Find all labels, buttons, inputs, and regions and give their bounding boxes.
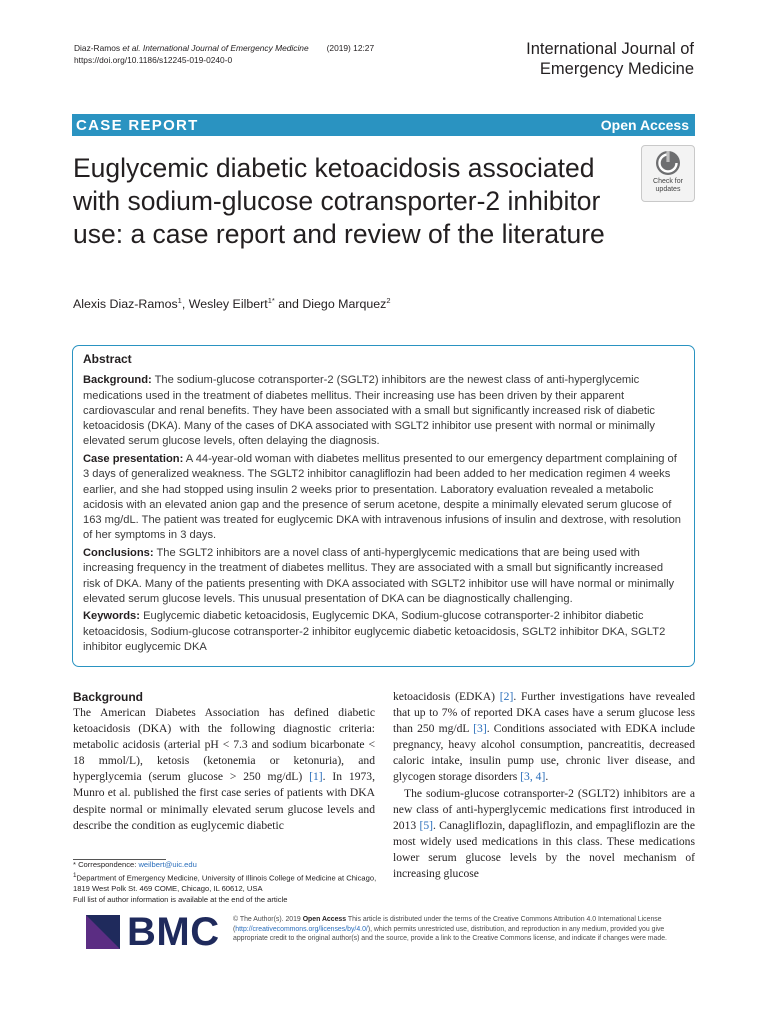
citation (74, 42, 309, 54)
license-text: This article is distributed under the terms of the Creative Commons Attribution 4.0 International License ( (233, 916, 662, 933)
header-authors: Diaz-Ramos (74, 43, 123, 53)
check-for-updates-badge[interactable] (641, 145, 695, 202)
body-text: . Canagliflozin, dapagliflozin, and empagliflozin are the most widely used medications in this class. These medications lower serum glucose levels by the novel mechanism of increasing glucose (393, 818, 695, 881)
license-text: © The Author(s). 2019 (233, 916, 303, 923)
citation-link[interactable]: [2] (499, 690, 514, 703)
doi-link[interactable]: https://doi.org/10.1186/s12245-019-0240-0 (74, 55, 233, 65)
abstract-box (72, 345, 695, 667)
abstract-background (83, 373, 683, 449)
body-column-left (73, 689, 375, 834)
section-heading-background: Background (73, 690, 144, 704)
body-paragraph (393, 689, 695, 786)
author-list (73, 297, 391, 311)
bmc-logo-icon (86, 915, 120, 949)
full-author-info-note: Full list of author information is available at the end of the article (73, 894, 288, 904)
affiliation-text: Department of Emergency Medicine, University of Illinois College of Medicine at Chicago, 1819 West Polk St. 469 COME, Chicago, IL 60612, USA (73, 873, 377, 893)
author-name[interactable]: Wesley Eilbert (188, 297, 268, 311)
open-access-label: Open Access (600, 117, 689, 133)
author-name[interactable]: Alexis Diaz-Ramos (73, 297, 178, 311)
author-separator: , (181, 297, 189, 311)
abstract-text: The sodium-glucose cotransporter-2 (SGLT2) inhibitors are the newest class of anti-hyperglycemic medications used in the treatment of diabetes mellitus. Their increasing use has been driven by their apparent cardiovascular and renal benefits. They have been associated with a small but significantly increased risk of diabetic ketoacidosis (DKA). Many of the cases of DKA associated with SGLT2 inhibitor use present with normal or minimally elevated serum glucose levels, often delaying the diagnosis. (83, 374, 655, 448)
license-link[interactable]: http://creativecommons.org/licenses/by/4.0/ (235, 925, 368, 933)
body-paragraph (393, 786, 695, 883)
abstract-text: The SGLT2 inhibitors are a novel class of anti-hyperglycemic medications that are being used with increasing frequency in the treatment of diabetes mellitus. They are associated with a small but significantly increased risk of DKA. Many of the patients presenting with DKA associated with SGLT2 inhibitor use will have normal or minimally elevated serum glucose levels. This unusual presentation of DKA can be diagnostically challenging. (83, 546, 675, 605)
abstract-keywords (83, 609, 683, 655)
abstract-label: Keywords: (83, 610, 140, 623)
updates-label-line2: updates (655, 186, 681, 193)
abstract-text: A 44-year-old woman with diabetes mellitus presented to our emergency department complaining of 3 days of generalized weakness. The SGLT2 inhibitor canagliflozin had been added to her medication regimen 4 weeks earlier, and she had stopped using insulin 2 weeks prior to presentation. Laboratory evaluation revealed a metabolic acidosis with an elevated anion gap and the presence of serum acetone, despite a minimally elevated serum glucose of 163 mg/dL. The patient was treated for euglycemic DKA with intravenous infusions of insulin and dextrose, with resolution of her symptoms in 3 days. (83, 452, 682, 542)
running-header (74, 42, 494, 66)
publisher-logo[interactable] (86, 912, 220, 952)
license-statement (233, 915, 695, 944)
body-text: The American Diabetes Association has defined diabetic ketoacidosis (DKA) with the following diagnostic criteria: metabolic acidosis (arterial pH < 7.3 and sodium bicarbonate < 18 mmol/L), ketosis (ketonemia or ketonuria), and hyperglycemia (serum glucose > 250 mg/dL) (73, 706, 375, 784)
body-text: The sodium-glucose cotransporter-2 (SGLT2) inhibitors are a new class of anti-hyperglycemic medications first introduced in 2013 (393, 786, 695, 832)
check-for-updates-icon (655, 150, 681, 176)
updates-label-line1: Check for (653, 178, 683, 185)
affiliation (73, 871, 383, 895)
header-journal: et al. International Journal of Emergency Medicine (122, 43, 309, 53)
citation-link[interactable]: [5] (419, 818, 433, 832)
correspondence-email-link[interactable]: weilbert@uic.edu (138, 860, 197, 869)
abstract-label: Background: (83, 374, 152, 387)
abstract-label: Case presentation: (83, 452, 184, 465)
author-name[interactable]: Diego Marquez (302, 297, 387, 311)
abstract-heading: Abstract (83, 352, 132, 366)
citation-line (74, 42, 494, 54)
author-separator: and (274, 297, 303, 311)
correspondence-label: * Correspondence: (73, 860, 139, 869)
journal-name (526, 39, 694, 79)
check-for-updates-label (653, 178, 683, 194)
footnotes (73, 860, 383, 905)
citation-link[interactable]: [1] (309, 770, 323, 784)
body-text: . (545, 770, 549, 784)
license-text: ), which permits unrestricted use, distribution, and reproduction in any medium, provided you give appropriate credit to the original author(s) and the source, provide a link to the Creative Commons license, and indicate if changes were made. (233, 925, 667, 943)
author-affiliation-sup: 2 (386, 295, 391, 305)
body-text: ketoacidosis (EDKA) (393, 690, 500, 703)
author-affiliation-sup: 1* (267, 295, 275, 305)
article-type: CASE REPORT (76, 116, 199, 134)
body-paragraph (73, 705, 375, 834)
header-year-volume: (2019) 12:27 (326, 43, 375, 53)
journal-name-line1: International Journal of (526, 40, 694, 58)
article-type-banner (72, 114, 695, 136)
body-text: . Conditions associated with EDKA include pregnancy, heavy alcohol consumption, pancreatitis, decreased caloric intake, insulin pump use, chronic liver disease, and glycogen storage disorders (393, 722, 695, 784)
license-open-access: Open Access (302, 916, 347, 923)
affiliation-sup: 1 (73, 871, 77, 879)
citation-link[interactable]: [3] (473, 722, 487, 736)
body-column-right (393, 689, 695, 882)
body-text: . In 1973, Munro et al. published the first case series of patients with DKA despite normal or minimally elevated serum glucose levels and describe the condition as euglycemic diabetic (73, 770, 375, 832)
author-affiliation-sup: 1 (177, 295, 182, 305)
article-title: Euglycemic diabetic ketoacidosis associated with sodium-glucose cotransporter-2 inhibitor use: a case report and review of the literature (73, 153, 605, 249)
correspondence (73, 860, 383, 871)
body-text: . Further investigations have revealed that up to 7% of reported DKA cases have a serum glucose less than 250 mg/dL (393, 690, 695, 736)
abstract-case-presentation (83, 452, 683, 544)
abstract-label: Conclusions: (83, 546, 154, 559)
publisher-name: BMC (127, 910, 220, 954)
abstract-conclusions (83, 546, 683, 607)
abstract-text: Euglycemic diabetic ketoacidosis, Euglycemic DKA, Sodium-glucose cotransporter-2 inhibitor diabetic ketoacidosis, Sodium-glucose cotransporter-2 inhibitor euglycemic diabetic ketoacidosis, SGLT2 inhibitor DKA, SGLT2 inhibitor euglycemic DKA (83, 610, 666, 653)
citation-link[interactable]: [3, 4] (520, 770, 546, 784)
journal-name-line2: Emergency Medicine (539, 60, 694, 78)
